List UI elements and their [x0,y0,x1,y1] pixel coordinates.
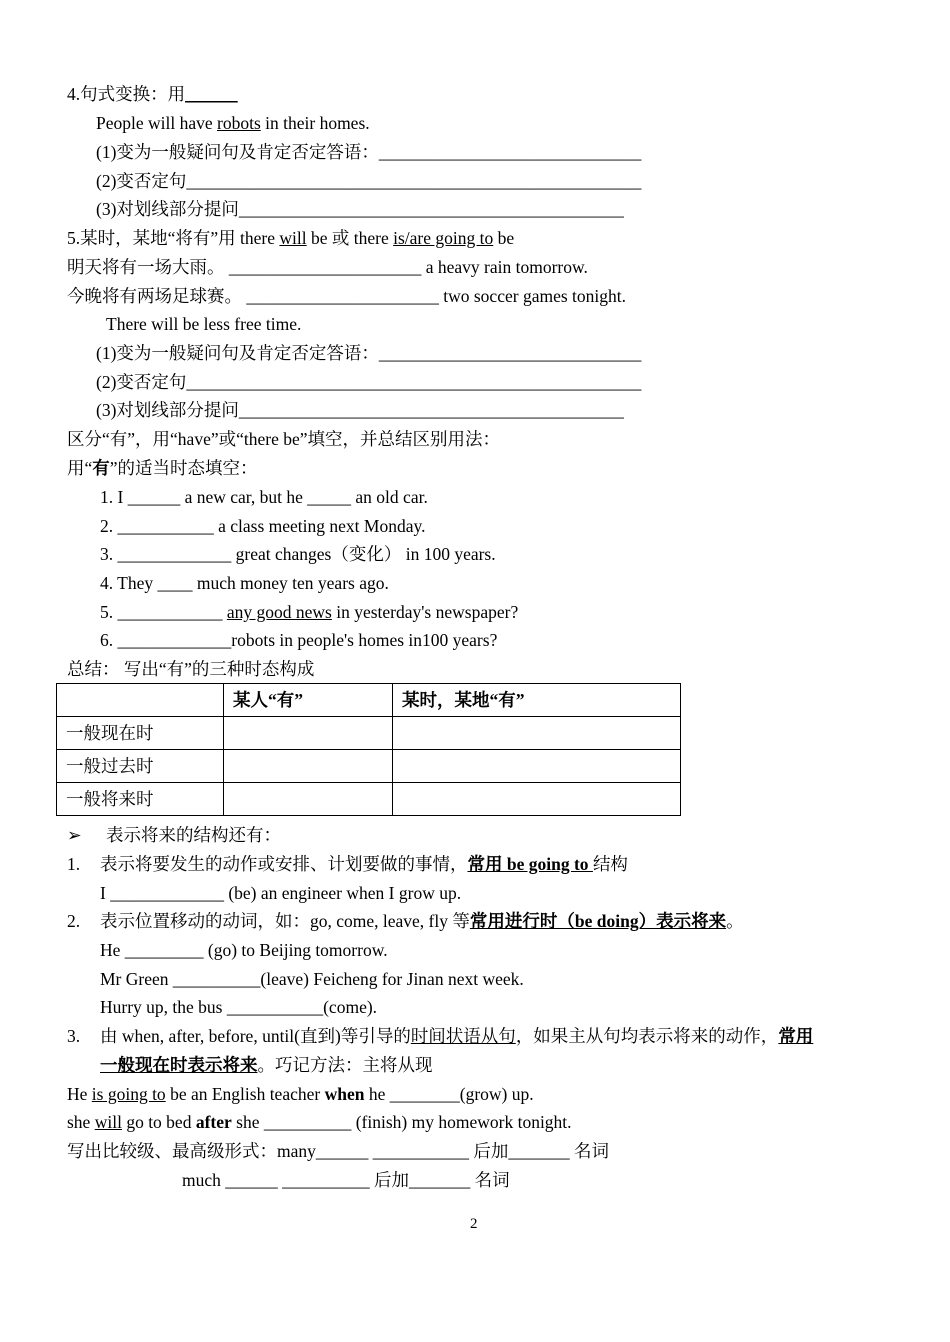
distinguish-instruction: 区分“有”，用“have”或“there be”填空，并总结区别用法： [67,429,501,449]
exercise-item-4: 4. They ____ much money ten years ago. [100,573,389,593]
table-cell-empty [224,750,393,783]
section5-question-1: (1)变为一般疑问句及肯定否定答语：______________________________ [96,343,642,363]
point-1-number: 1. [67,854,81,874]
section4-question-1: (1)变为一般疑问句及肯定否定答语：______________________________ [96,142,642,162]
point-2-text: 表示位置移动的动词，如：go, come, leave, fly 等常用进行时（be doing）表示将来。 [100,911,744,931]
comparative-much: much ______ __________ 后加_______ 名词 [182,1170,510,1190]
page-number: 2 [470,1216,478,1232]
table-header-there-is: 某时，某地“有” [393,684,681,717]
section5-example-2: 今晚将有两场足球赛。 ______________________ two soccer games tonight. [67,286,626,306]
point-3-number: 3. [67,1026,81,1046]
point-1-example: I _____________ (be) an engineer when I grow up. [100,883,462,903]
section5-example-1: 明天将有一场大雨。 ______________________ a heavy rain tomorrow. [67,257,588,277]
table-row [57,717,681,750]
table-row-label: 一般将来时 [57,783,224,816]
exercise-item-1: 1. I ______ a new car, but he _____ an old car. [100,487,428,507]
point-1-text: 表示将要发生的动作或安排、计划要做的事情，常用 be going to 结构 [100,854,628,874]
table-row [57,750,681,783]
table-row-label: 一般过去时 [57,750,224,783]
summary-heading: 总结： 写出“有”的三种时态构成 [67,659,315,679]
exercise-item-3: 3. _____________ great changes（变化） in 100 years. [100,544,496,564]
section5-heading: 5.某时，某地“将有”用 there will be 或 there is/are going to be [67,228,515,248]
section4-question-3: (3)对划线部分提问____________________________________________ [96,199,624,219]
tense-table [56,683,681,816]
table-cell-empty [57,684,224,717]
exercise-item-6: 6. _____________robots in people's homes in100 years? [100,630,498,650]
table-cell-empty [224,783,393,816]
section5-sentence: There will be less free time. [106,314,302,334]
example-he-grow: He is going to be an English teacher when he ________(grow) up. [67,1084,534,1104]
table-cell-empty [393,717,681,750]
point-2-example-3: Hurry up, the bus ___________(come). [100,997,378,1017]
point-2-example-1: He _________ (go) to Beijing tomorrow. [100,940,388,960]
section4-heading: 4.句式变换：用______ [67,84,238,104]
point-2-example-2: Mr Green __________(leave) Feicheng for Jinan next week. [100,969,524,989]
table-header-someone-has: 某人“有” [224,684,393,717]
section5-question-2: (2)变否定句____________________________________________________ [96,372,642,392]
table-row [57,684,681,717]
future-bullet-icon: ➢ [67,825,82,845]
comparative-many: 写出比较级、最高级形式：many______ ___________ 后加_______ 名词 [67,1141,610,1161]
table-row [57,783,681,816]
section5-question-3: (3)对划线部分提问____________________________________________ [96,400,624,420]
table-row-label: 一般现在时 [57,717,224,750]
table-cell-empty [393,750,681,783]
point-3-text-line-1: 由 when, after, before, until(直到)等引导的时间状语从句，如果主从句均表示将来的动作，常用 [100,1026,814,1046]
exercise-item-5: 5. ____________ any good news in yesterday's newspaper? [100,602,519,622]
section4-sentence: People will have robots in their homes. [96,113,370,133]
point-3-text-line-2: 一般现在时表示将来。巧记方法：主将从现 [100,1055,433,1075]
section4-question-2: (2)变否定句____________________________________________________ [96,171,642,191]
table-cell-empty [224,717,393,750]
exercise-item-2: 2. ___________ a class meeting next Monday. [100,516,426,536]
table-cell-empty [393,783,681,816]
example-she-finish: she will go to bed after she __________ (finish) my homework tonight. [67,1112,572,1132]
point-2-number: 2. [67,911,81,931]
future-heading: 表示将来的结构还有： [106,825,281,845]
fill-instruction: 用“有”的适当时态填空： [67,458,258,478]
